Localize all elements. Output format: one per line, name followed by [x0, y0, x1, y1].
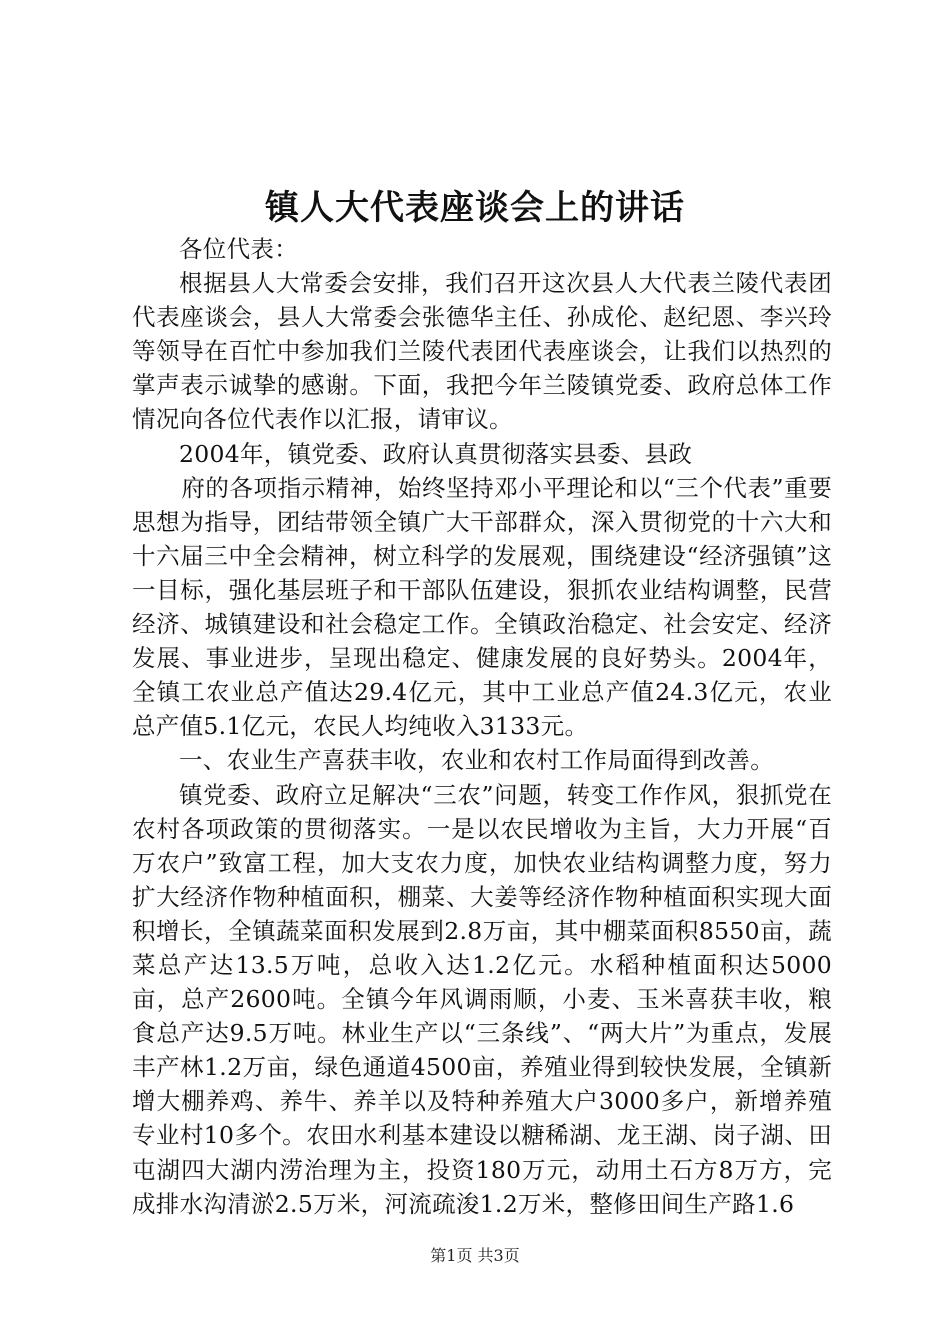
document-title: 镇人大代表座谈会上的讲话	[265, 188, 685, 228]
page-number-footer: 第1页 共3页	[430, 1246, 520, 1265]
agriculture-paragraph: 镇党委、政府立足解决“三农”问题，转变工作作风，狠抓党在农村各项政策的贯彻落实。一是以农民增收为主旨，大力开展“百万农户”致富工程，加大支农力度，加快农业结构调整力度，努力扩大经济作物种植面积，棚菜、大姜等经济作物种植面积实现大面积增长，全镇蔬菜面积发展到2.8万亩，其中棚菜面积8550亩，蔬菜总产达13.5万吨，总收入达1.2亿元。水稻种植面积达5000亩，总产2600吨。全镇今年风调雨顺，小麦、玉米喜获丰收，粮食总产达9.5万吨。林业生产以“三条线”、“两大片”为重点，发展丰产林1.2万亩，绿色通道4500亩，养殖业得到较快发展，全镇新增大棚养鸡、养牛、养羊以及特种养殖大户3000多户，新增养殖专业村10多个。农田水利基本建设以糖稀湖、龙王湖、岗子湖、田屯湖四大湖内涝治理为主，投资180万元，动用土石方8万方，完成排水沟清淤2.5万米，河流疏浚1.2万米，整修田间生产路1.6	[132, 780, 832, 1218]
section-heading-agriculture: 一、农业生产喜获丰收，农业和农村工作局面得到改善。	[179, 746, 774, 775]
document-body	[132, 232, 832, 1221]
salutation-paragraph: 各位代表：	[179, 235, 298, 263]
year-summary-lead: 2004年，镇党委、政府认真贯彻落实县委、县政	[179, 439, 693, 468]
intro-paragraph: 根据县人大常委会安排，我们召开这次县人大代表兰陵代表团代表座谈会，县人大常委会张德华主任、孙成伦、赵纪恩、李兴玲等领导在百忙中参加我们兰陵代表团代表座谈会，让我们以热烈的掌声表示诚挚的感谢。下面，我把今年兰陵镇党委、政府总体工作情况向各位代表作以汇报，请审议。	[132, 269, 832, 434]
year-summary-paragraph: 府的各项指示精神，始终坚持邓小平理论和以“三个代表”重要思想为指导，团结带领全镇广大干部群众，深入贯彻党的十六大和十六届三中全会精神，树立科学的发展观，围绕建设“经济强镇”这一目标，强化基层班子和干部队伍建设，狠抓农业结构调整，民营经济、城镇建设和社会稳定工作。全镇政治稳定、社会安定、经济发展、事业进步，呈现出稳定、健康发展的良好势头。2004年，全镇工农业总产值达29.4亿元，其中工业总产值24.3亿元，农业总产值5.1亿元，农民人均纯收入3133元。	[132, 473, 832, 741]
